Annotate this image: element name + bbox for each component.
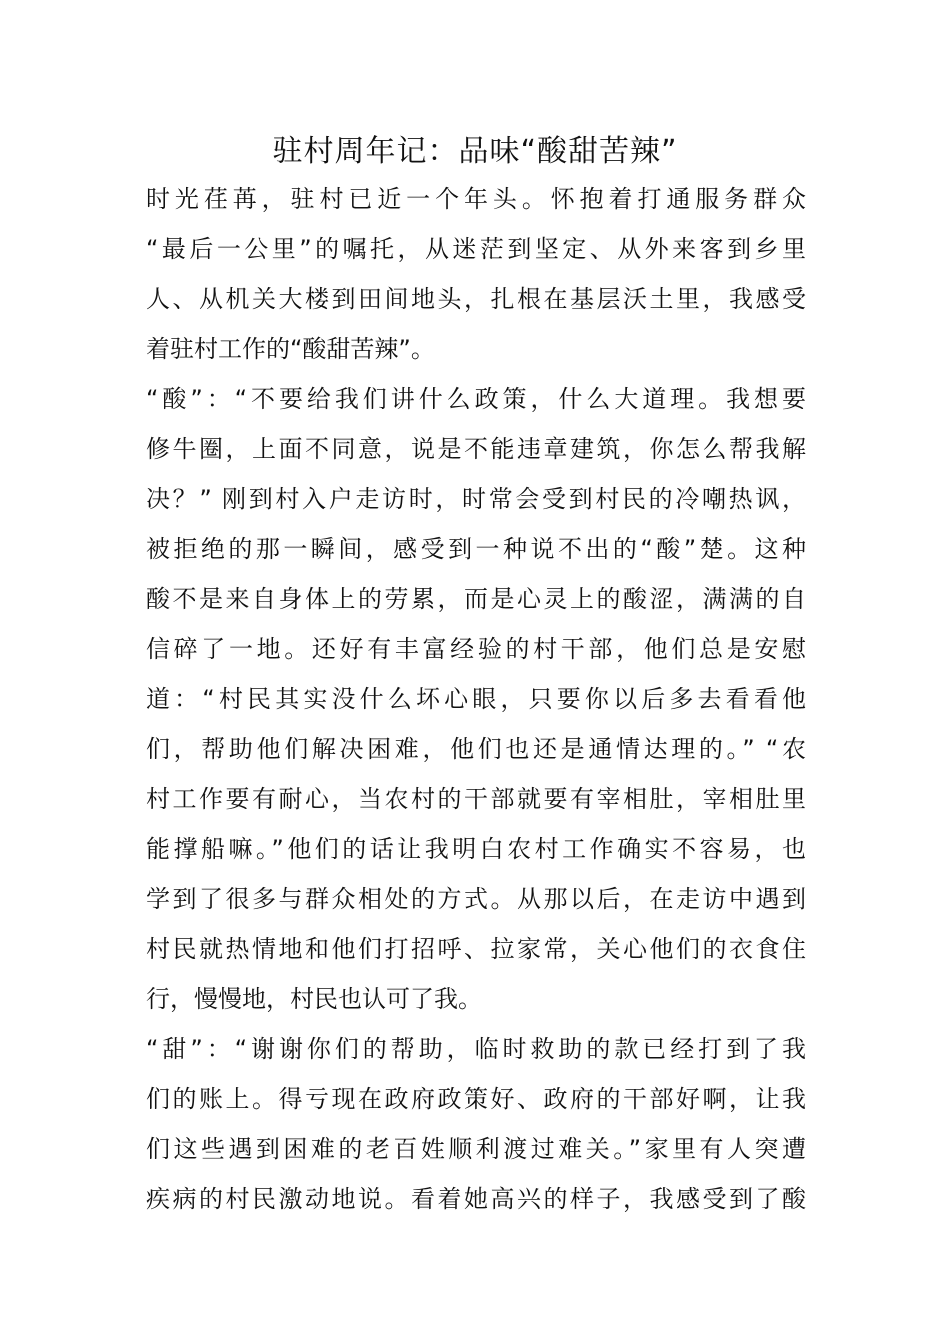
body-line: 行，慢慢地，村民也认可了我。 xyxy=(146,985,482,1013)
body-line: 时光荏苒，驻村已近一个年头。怀抱着打通服务群众 xyxy=(146,185,806,213)
body-line: 能撑船嘛。”他们的话让我明白农村工作确实不容易，也 xyxy=(146,835,806,863)
body-line: 疾病的村民激动地说。看着她高兴的样子，我感受到了酸 xyxy=(146,1185,806,1213)
body-line: 修牛圈，上面不同意，说是不能违章建筑，你怎么帮我解 xyxy=(146,435,806,463)
body-line: “最后一公里”的嘱托，从迷茫到坚定、从外来客到乡里 xyxy=(146,235,806,263)
body-line: 们这些遇到困难的老百姓顺利渡过难关。”家里有人突遭 xyxy=(146,1135,806,1163)
body-line: 学到了很多与群众相处的方式。从那以后，在走访中遇到 xyxy=(146,885,806,913)
body-line: 着驻村工作的“酸甜苦辣”。 xyxy=(146,335,435,363)
body-line: “甜”：“谢谢你们的帮助，临时救助的款已经打到了我 xyxy=(146,1035,806,1063)
body-line: 酸不是来自身体上的劳累，而是心灵上的酸涩，满满的自 xyxy=(146,585,806,613)
body-line: 被拒绝的那一瞬间，感受到一种说不出的“酸”楚。这种 xyxy=(146,535,806,563)
body-line: 道：“村民其实没什么坏心眼，只要你以后多去看看他 xyxy=(146,685,806,713)
body-line: 村工作要有耐心，当农村的干部就要有宰相肚，宰相肚里 xyxy=(146,785,806,813)
body-line: 们的账上。得亏现在政府政策好、政府的干部好啊，让我 xyxy=(146,1085,806,1113)
body-line: 决？” 刚到村入户走访时，时常会受到村民的冷嘲热讽， xyxy=(146,485,806,513)
body-line: 们，帮助他们解决困难，他们也还是通情达理的。” “农 xyxy=(146,735,806,763)
body-line: 人、从机关大楼到田间地头，扎根在基层沃土里，我感受 xyxy=(146,285,806,313)
body-line: 村民就热情地和他们打招呼、拉家常，关心他们的衣食住 xyxy=(146,935,806,963)
body-line: 信碎了一地。还好有丰富经验的村干部，他们总是安慰 xyxy=(146,635,806,663)
document-title: 驻村周年记：品味“酸甜苦辣” xyxy=(272,134,678,169)
body-line: “酸”：“不要给我们讲什么政策，什么大道理。我想要 xyxy=(146,385,806,413)
